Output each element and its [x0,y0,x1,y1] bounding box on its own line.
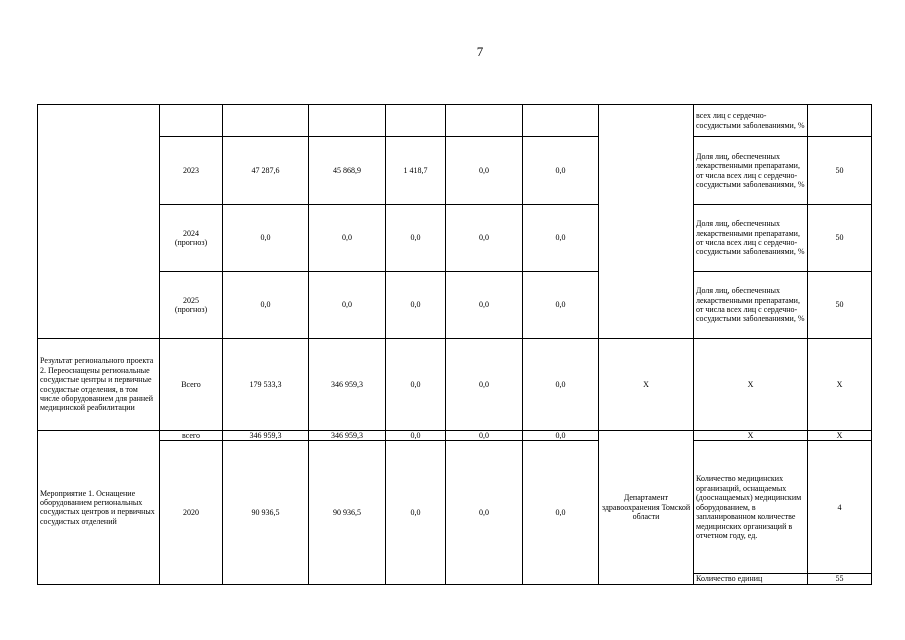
year-label: 2024 [183,228,199,238]
table-cell [523,105,599,137]
table-cell [386,105,446,137]
indicator-cell: Доля лиц, обеспеченных лекарственными препаратами, от числа всех лиц с сердечно-сосудистыми заболеваниями, % [694,137,808,205]
target-cell: 50 [808,205,872,272]
amount-cell: 1 418,7 [386,137,446,205]
indicator-cell: всех лиц с сердечно-сосудистыми заболеваниями, % [694,105,808,137]
target-cell: X [808,339,872,431]
amount-cell: 0,0 [386,205,446,272]
year-label: 2025 [183,295,199,305]
table-cell [808,105,872,137]
indicator-cell: X [694,339,808,431]
amount-cell: 0,0 [446,431,523,441]
amount-cell: 0,0 [309,205,386,272]
year-cell: Всего [160,339,223,431]
table-cell [223,105,309,137]
amount-cell: 90 936,5 [309,441,386,584]
indicator-cell: Доля лиц, обеспеченных лекарственными препаратами, от числа всех лиц с сердечно-сосудистыми заболеваниями, % [694,272,808,339]
forecast-note: (прогноз) [174,238,208,247]
amount-cell: 346 959,3 [309,431,386,441]
program-table [37,104,872,585]
year-cell: 2020 [160,441,223,584]
amount-cell: 90 936,5 [223,441,309,584]
indicator-cell: Количество медицинских организаций, оснащаемых (дооснащаемых) медицинским оборудованием, в запланированном количестве медицинских организаций в отчетном году, ед. [694,441,808,574]
amount-cell: 0,0 [523,272,599,339]
year-label: 2023 [183,165,199,175]
target-cell: 4 [808,441,872,574]
amount-cell: 0,0 [446,137,523,205]
executor-cell: X [599,339,694,431]
amount-cell: 47 287,6 [223,137,309,205]
table-row [38,105,872,137]
year-cell [160,137,223,205]
forecast-note: (прогноз) [174,305,208,314]
table-cell [160,105,223,137]
amount-cell: 0,0 [523,339,599,431]
year-cell [160,205,223,272]
target-cell: 50 [808,272,872,339]
table-row [38,431,872,441]
activity-label: Мероприятие 1. Оснащение оборудованием региональных сосудистых центров и первичных сосудистых отделений [38,431,160,585]
amount-cell: 0,0 [223,205,309,272]
target-cell: 55 [808,574,872,584]
indicator-cell: X [694,431,808,441]
amount-cell: 0,0 [386,441,446,584]
executor-cell: Департамент здравоохранения Томской области [599,431,694,585]
table-cell [38,105,160,339]
table-row [38,205,872,272]
amount-cell: 0,0 [386,431,446,441]
amount-cell: 0,0 [386,339,446,431]
amount-cell: 0,0 [309,272,386,339]
amount-cell: 0,0 [446,205,523,272]
amount-cell: 346 959,3 [309,339,386,431]
amount-cell: 0,0 [386,272,446,339]
year-cell [160,272,223,339]
table-row [38,137,872,205]
indicator-cell: Количество единиц [694,574,808,584]
amount-cell: 0,0 [446,339,523,431]
amount-cell: 0,0 [523,205,599,272]
amount-cell: 179 533,3 [223,339,309,431]
table-cell [446,105,523,137]
target-cell: X [808,431,872,441]
table-cell [599,105,694,339]
result-label: Результат регионального проекта 2. Переоснащены региональные сосудистые центры и первичные сосудистые отделения, в том числе оборудованием для ранней медицинской реабилитации [38,339,160,431]
amount-cell: 0,0 [446,272,523,339]
indicator-cell: Доля лиц, обеспеченных лекарственными препаратами, от числа всех лиц с сердечно-сосудистыми заболеваниями, % [694,205,808,272]
year-cell: всего [160,431,223,441]
table-row [38,272,872,339]
page-number: 7 [476,44,484,59]
amount-cell: 0,0 [446,441,523,584]
amount-cell: 346 959,3 [223,431,309,441]
amount-cell: 0,0 [523,137,599,205]
amount-cell: 0,0 [223,272,309,339]
amount-cell: 0,0 [523,431,599,441]
table-row [38,339,872,431]
table-cell [309,105,386,137]
amount-cell: 0,0 [523,441,599,584]
amount-cell: 45 868,9 [309,137,386,205]
target-cell: 50 [808,137,872,205]
table-row [38,441,872,574]
